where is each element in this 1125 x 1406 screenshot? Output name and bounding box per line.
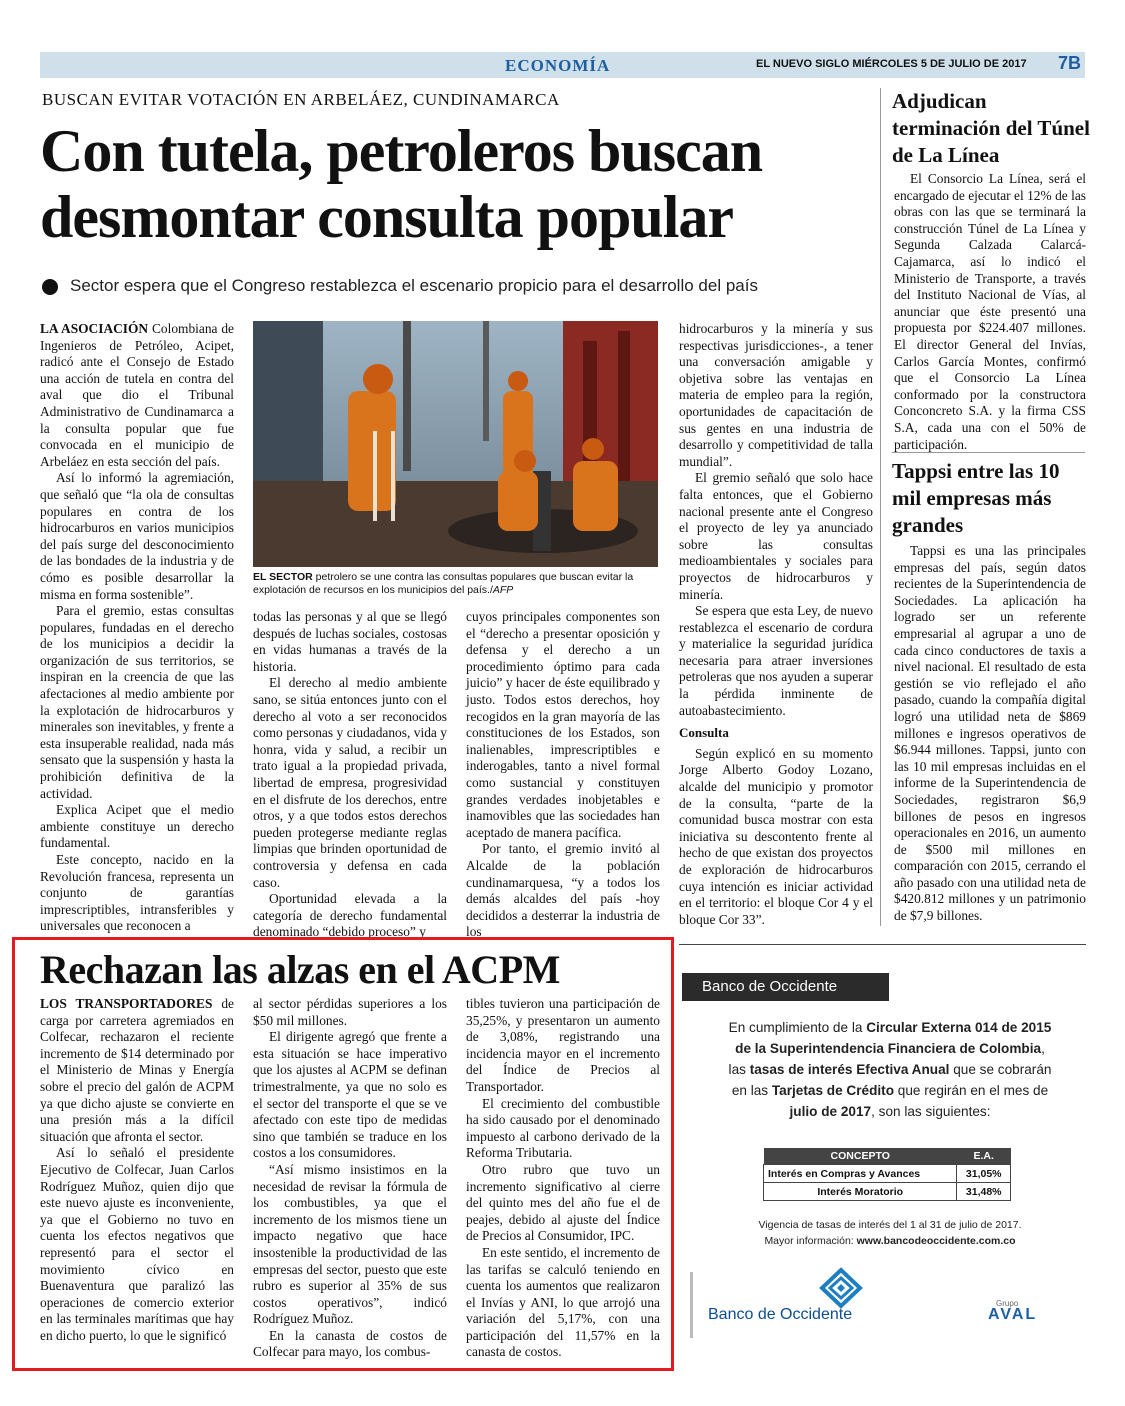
issue-info: EL NUEVO SIGLO MIÉRCOLES 5 DE JULIO DE 2017 bbox=[756, 58, 1027, 70]
fine-print-mark bbox=[688, 1272, 696, 1338]
interest-rate-table bbox=[763, 1148, 1011, 1201]
ad-brand-tag: Banco de Occidente bbox=[682, 973, 889, 1001]
table-row bbox=[764, 1165, 1011, 1183]
column-header: CONCEPTO bbox=[764, 1148, 957, 1165]
bullet-icon bbox=[42, 279, 58, 295]
article-paragraph: Así lo informó la agremiación, que señaló que “la ola de consultas populares en contra de los hidrocarburos en varios municipios del país surge del desconocimiento de las bondades de la industria y de cómo es posible desarrollar la misma en forma sostenible”. bbox=[40, 470, 234, 602]
column-rule bbox=[880, 88, 881, 926]
article-paragraph: El gremio señaló que solo hace falta entonces, que el Gobierno nacional presente ante el Congreso el proyecto de ley ya anunciado sobre las consultas medioambientales y sociales para proyectos de hidrocarburos y minería. bbox=[679, 470, 873, 602]
bank-website-link[interactable]: www.bancodeoccidente.com.co bbox=[856, 1235, 1016, 1247]
article-column-4 bbox=[679, 321, 873, 931]
article-column-2 bbox=[253, 609, 447, 940]
story-subhead: Sector espera que el Congreso restablezca el escenario propicio para el desarrollo del país bbox=[70, 276, 758, 295]
article-paragraph: En este sentido, el incremento de las tarifas se calculó teniendo en cuenta los aumentos que realizaron el Invías y ANI, lo que arrojó una variación del 5,17%, con una participación del 11,57% en la canasta de costos. bbox=[466, 1244, 660, 1360]
rail-divider bbox=[892, 452, 1085, 453]
article-paragraph: El derecho al medio ambiente sano, se sitúa entonces junto con el derecho al voto a ser reconocidos como personas y ciudadanos, vida y honra, vida y salud, a recibir un trato igual a la propiedad privada, libertad de empresa, progresividad en el disfrute de los derechos, entre otros, y a que todos estos derechos pueden protegerse mediante reglas limpias que brinden oportunidad de controversia y defensa en cada caso. bbox=[253, 675, 447, 890]
article-paragraph: El Consorcio La Línea, será el encargado de ejecutar el 12% de las obras con las que se terminará la construcción Túnel de La Línea y Segunda Calzada Calarcá-Cajamarca, así lo indicó el Ministerio de Transporte, a través del Instituto Nacional de Vías, al anunciar que éste presentó una propuesta por $224.407 millones. El director General del Invías, Carlos García Montes, confirmó que el Consorcio La Línea conformado por la constructora Conconcreto S.A. y la firma CSS S.A, cada una con el 50% de participación. bbox=[894, 171, 1086, 452]
article-paragraph: El dirigente agregó que frente a esta situación se hace imperativo que los ajustes al ACPM se definan trimestralmente, ya que no solo es el sector del transporte el que se ve afectado con este tipo de medidas sino que también se traduce en los costos a los consumidores. bbox=[253, 1029, 447, 1161]
article-paragraph: tibles tuvieron una participación de 35,25%, y presentaron un aumento de 3,08%, registrando una incidencia mayor en el incremento del Índice de Precios al Transportador. bbox=[466, 996, 660, 1094]
headline-line-2: desmontar consulta popular bbox=[40, 184, 734, 250]
table-header-row bbox=[764, 1148, 1011, 1165]
brief-body-tappsi bbox=[894, 543, 1086, 928]
article-paragraph: al sector pérdidas superiores a los $50 mil millones. bbox=[253, 996, 447, 1028]
bank-logo-text: Banco de Occidente bbox=[708, 1306, 853, 1323]
article-paragraph: cuyos principales componentes son el “derecho a presentar oposición y defensa y el derecho a un procedimiento óptimo para cada juicio” y hacer de éste equilibrado y justo. Todos estos derechos, hoy recogidos en la gran mayoría de las constituciones de los Estados, son inalienables, imprescriptibles e inderogables, tanto a nivel formal como sustancial y constituyen grandes verdades inobjetables e inamovibles que las sociedades han aceptado de manera pacífica. bbox=[466, 609, 660, 840]
section-name: ECONOMÍA bbox=[505, 56, 611, 75]
rate-value: 31,48% bbox=[957, 1183, 1011, 1201]
acpm-column-2 bbox=[253, 996, 447, 1360]
article-paragraph: Se espera que esta Ley, de nuevo restablezca el escenario de cordura y materialice la seguridad jurídica necesaria para atraer inversiones petroleras que nos ayuden a superar la pérdida inminente de autoabastecimiento. bbox=[679, 603, 873, 718]
ad-notice-text: En cumplimiento de la Circular Externa 014 de 2015 de la Superintendencia Financiera de Colombia, las tasas de interés Efectiva Anual que se cobrarán en las Tarjetas de Crédito que regirán en el mes de julio de 2017, son las siguientes: bbox=[728, 1020, 1052, 1119]
article-paragraph: Por tanto, el gremio invitó al Alcalde de la población cundinamarquesa, “y a todos los demás alcaldes del país -hoy decididos a desterrar la industria de los bbox=[466, 841, 660, 940]
column-header: E.A. bbox=[957, 1148, 1011, 1165]
main-headline bbox=[40, 118, 860, 250]
brief-body-tunnel bbox=[894, 171, 1086, 452]
article-column-1 bbox=[40, 321, 234, 934]
article-paragraph: El crecimiento del combustible ha sido causado por el denominado impuesto al carbono derivado de la Reforma Tributaria. bbox=[466, 1095, 660, 1161]
rate-concept: Interés Moratorio bbox=[764, 1183, 957, 1201]
oil-workers-photo bbox=[253, 321, 658, 567]
article-paragraph: LOS TRANSPORTADORES de carga por carretera agremiados en Colfecar, rechazaron el reciente incremento de $14 determinado por el Ministerio de Minas y Energía sobre el precio del galón de ACPM ya que dicho ajuste se convierte en una presión más a la difícil situación que afronta el sector. bbox=[40, 996, 234, 1144]
bank-advertisement bbox=[679, 944, 1086, 1343]
article-paragraph: Otro rubro que tuvo un incremento significativo al cierre del quinto mes del año fue el de peajes, debido al ajuste del Índice de Precios al Consumidor, IPC. bbox=[466, 1161, 660, 1244]
lead-in: LA ASOCIACIÓN bbox=[40, 321, 149, 336]
rate-value: 31,05% bbox=[957, 1165, 1011, 1183]
article-paragraph: Este concepto, nacido en la Revolución francesa, representa un conjunto de garantías imprescriptibles, intransferibles y universales que reconocen a bbox=[40, 852, 234, 934]
article-paragraph: Oportunidad elevada a la categoría de derecho fundamental denominado “debido proceso” y bbox=[253, 891, 447, 940]
photo-caption: EL SECTOR petrolero se une contra las consultas populares que buscan evitar la explotación de recursos en los municipios del país./AFP bbox=[253, 571, 634, 596]
article-paragraph: todas las personas y al que se llegó después de luchas sociales, costosas en vidas humanas a través de la historia. bbox=[253, 609, 447, 674]
article-paragraph: Explica Acipet que el medio ambiente constituye un derecho fundamental. bbox=[40, 802, 234, 851]
section-subhead: Consulta bbox=[679, 725, 729, 741]
article-paragraph: “Así mismo insistimos en la necesidad de revisar la fórmula de los combustibles, ya que el incremento de los mismos tiene un impacto negativo que hace insostenible la productividad de las empresas del sector, puesto que este rubro es superior al 35% de sus costos operativos”, indicó Rodríguez Muñoz. bbox=[253, 1161, 447, 1327]
article-paragraph: Según explicó en su momento Jorge Alberto Godoy Lozano, alcalde del municipio y promotor de la consulta, “parte de la comunidad busca mostrar con esta iniciativa su descontento frente al hecho de que existan dos proyectos de exploración de hidrocarburos cuya intención es iniciar actividad en el territorio: el bloque Cor 4 y el bloque Cor 33”. bbox=[679, 745, 873, 927]
photo-credit: AFP bbox=[492, 584, 514, 596]
acpm-column-3 bbox=[466, 996, 660, 1360]
group-label: Grupo bbox=[996, 1299, 1019, 1308]
story-kicker: BUSCAN EVITAR VOTACIÓN EN ARBELÁEZ, CUNDINAMARCA bbox=[42, 90, 560, 109]
bank-logo-icon bbox=[818, 1268, 864, 1308]
table-row bbox=[764, 1183, 1011, 1201]
article-paragraph: En la canasta de costos de Colfecar para mayo, los combus- bbox=[253, 1327, 447, 1360]
acpm-headline: Rechazan las alzas en el ACPM bbox=[40, 947, 560, 992]
article-paragraph: Así lo señaló el presidente Ejecutivo de Colfecar, Juan Carlos Rodríguez Muñoz, quien dijo que este nuevo ajuste es inconveniente, ya que el Gobierno no tuvo en cuenta los efectos negativos que representó para el sector el movimiento cívico en Buenaventura que paralizó las operaciones de comercio exterior en las terminales marítimas que hay en dicho puerto, lo que le significó bbox=[40, 1145, 234, 1343]
aval-logo: AVAL bbox=[988, 1306, 1038, 1323]
article-paragraph: LA ASOCIACIÓN Colombiana de Ingenieros de Petróleo, Acipet, radicó ante el Consejo de Estado una acción de tutela en contra del aval que dio el Tribunal Administrativo de Cundinamarca a la consulta popular que fue convocada en el municipio de Arbeláez en esta sección del país. bbox=[40, 321, 234, 469]
article-paragraph: Tappsi es una las principales empresas del país, según datos recientes de la Superintendencia de Sociedades. La aplicación ha logrado ser un referente empresarial al agrupar a uno de cada cinco conductores de taxis a nivel nacional. El resultado de esta gestión se vio reflejado el año pasado, cuando la compañía digital logró una utilidad neta de $869 millones e ingresos operativos de $6.944 millones. Tappsi, junto con las 10 mil empresas incluidas en el informe de la Superintendencia de Sociedades, registraron $6,9 billones de pesos en ingresos operacionales en 2016, un aumento de $500 mil millones en comparación con 2015, cerrando el año pasado con una utilidad neta de $420.812 millones y un patrimonio de $7,9 billones. bbox=[894, 543, 1086, 924]
article-paragraph: hidrocarburos y la minería y sus respectivas jurisdicciones-, a tener una conversación amigable y objetiva sobre las ventajas en materia de empleo para la región, oportunidades de capacitación de sus gentes en una industria de desarrollo y competitividad de talla mundial”. bbox=[679, 321, 873, 469]
article-paragraph: Para el gremio, estas consultas populares, fundadas en el derecho de los municipios a decidir la organización de sus territorios, se inspiran en la creencia de que las afectaciones al medio ambiente por la explotación de hidrocarburos y minerales son inevitables, y frente a esta insuperable realidad, nada más sensato que la suspensión y hasta la prohibición definitiva de la actividad. bbox=[40, 603, 234, 801]
lead-in: LOS TRANSPORTADORES bbox=[40, 996, 213, 1011]
page-number: 7B bbox=[1058, 53, 1082, 73]
ad-validity-text: Vigencia de tasas de interés del 1 al 31 de julio de 2017. Mayor información: www.bancodeoccidente.com.co bbox=[758, 1219, 1022, 1247]
brief-headline-tappsi: Tappsi entre las 10 mil empresas más grandes bbox=[892, 459, 1060, 537]
headline-line-1: Con tutela, petroleros buscan bbox=[40, 118, 763, 184]
acpm-column-1 bbox=[40, 996, 234, 1356]
brief-headline-tunnel: Adjudican terminación del Túnel de La Línea bbox=[892, 89, 1090, 167]
article-column-3 bbox=[466, 609, 660, 940]
rate-concept: Interés en Compras y Avances bbox=[764, 1165, 957, 1183]
